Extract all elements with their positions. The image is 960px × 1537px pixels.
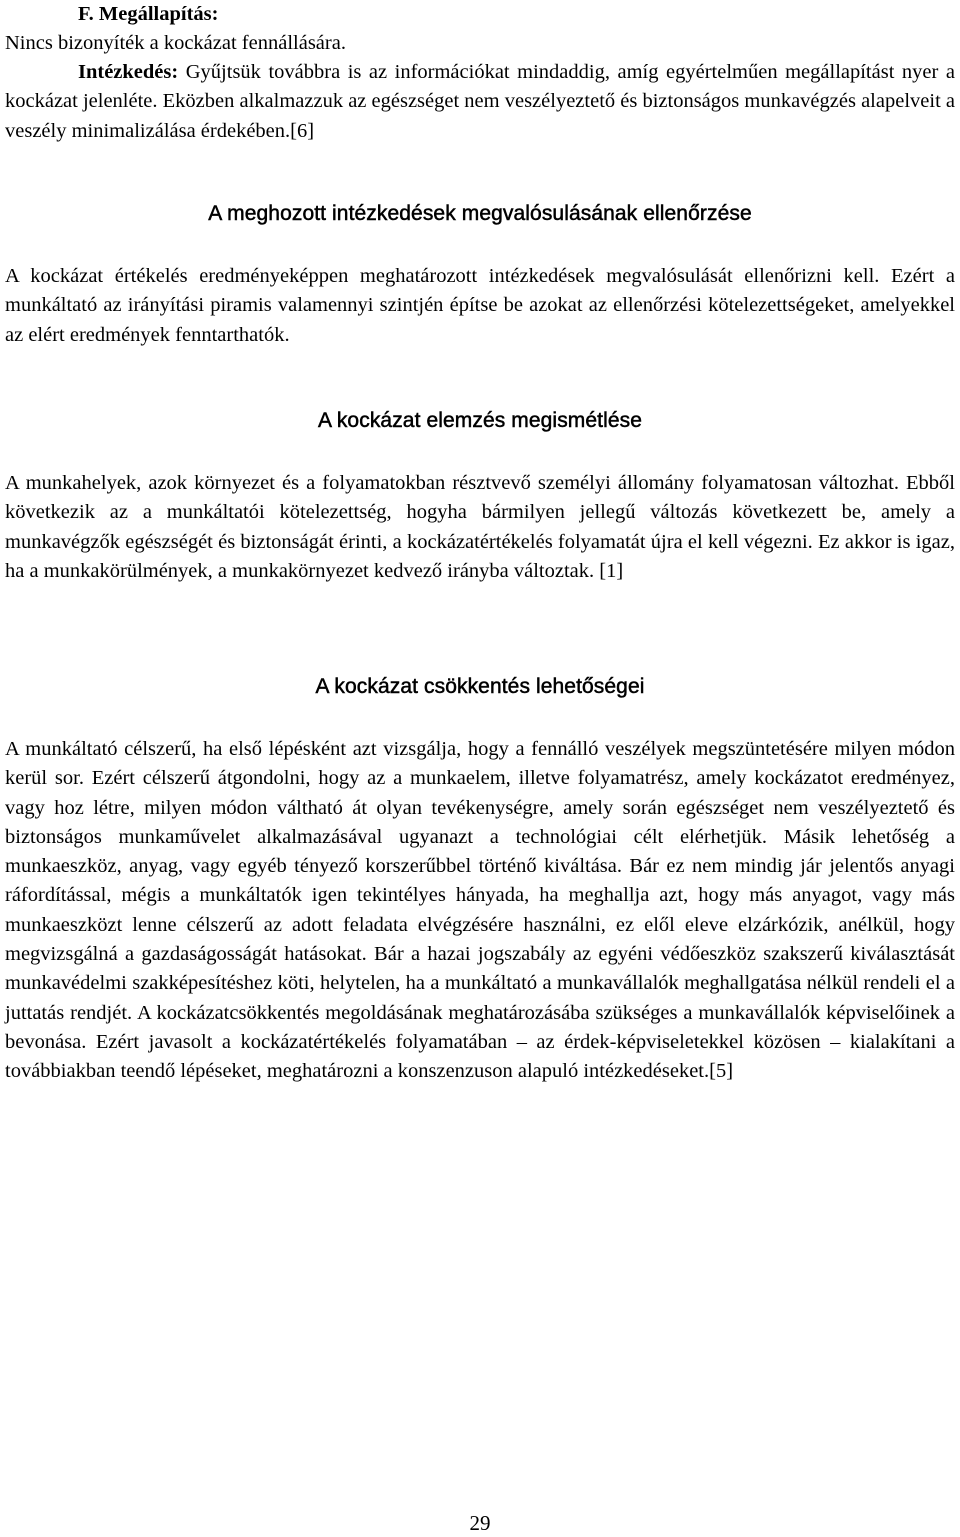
action-text: Gyűjtsük továbbra is az információkat mindaddig, amíg egyértelműen megállapítást nyer a kockázat jelenléte. Eközben alkalmazzuk az egészséget nem veszélyeztető és biztonságos munkavégzés alapelveit a veszély minimalizálása érdekében.[6] [5,61,955,142]
section-heading-reduction: A kockázat csökkentés lehetőségei [315,675,645,698]
section-paragraph-reduction: A munkáltató célszerű, ha első lépésként azt vizsgálja, hogy a fennálló veszélyek megszüntetésére milyen módon kerül sor. Ezért célszerű átgondolni, hogy az a munkaelem, illetve folyamatrész, amely kockázatot eredményez, vagy hoz létre, milyen módon váltható át olyan tevékenységre, amely során egészséget nem veszélyeztető és biztonságos munkaművelet alkalmazásával ugyanazt a technológiai célt elérhetjük. Másik lehetőség a munkaeszköz, anyag, vagy egyéb tényező korszerűbbel történő kiváltása. Bár ez nem mindig jár jelentős anyagi ráfordítással, mégis a munkáltatók igen tekintélyes hányada, ha meghallja azt, hogy más anyagot, vagy más munkaeszközt lenne célszerű az adott feladata elvégzésére használni, ez elől eleve elzárkózik, anélkül, hogy megvizsgálná a gazdaságosságát hatásokat. Bár a hazai jogszabály az egyéni védőeszköz szakszerű kiválasztását munkavédelmi szakképesítéshez köti, helytelen, ha a munkáltató a munkavállalók meghallgatása nélkül rendeli el a juttatás rendjét. A kockázatcsökkentés megoldásának meghatározásába szükséges a munkavállalók képviselőinek a bevonása. Ezért javasolt a kockázatértékelés folyamatában – az érdek-képviseletekkel közösen – kialakítani a továbbiakban teendő lépéseket, meghatározni a konszenzuson alapuló intézkedéseket.[5] [5,738,955,1083]
section-paragraph-repetition: A munkahelyek, azok környezet és a folyamatokban résztvevő személyi állomány folyamatosan változhat. Ebből következik az a munkáltatói kötelezettség, hogyha bármilyen jellegű változás következett be, amely a munkavégzők egészségét és biztonságát érinti, a kockázatértékelés folyamatát újra el kell végezni. Ez akkor is igaz, ha a munkakörülmények, a munkakörnyezet kedvező irányba változtak. [1] [5,472,955,582]
action-label: Intézkedés: [78,61,179,83]
page-number: 29 [469,1511,491,1535]
section-heading-repetition: A kockázat elemzés megismétlése [317,409,643,432]
section-paragraph-verification: A kockázat értékelés eredményeképpen meghatározott intézkedések megvalósulását ellenőrizni kell. Ezért a munkáltató az irányítási piramis valamennyi szintjén építse be azokat az ellenőrzési kötelezettségeket, amelyekkel az elért eredmények fenntarthatók. [5,265,955,346]
finding-statement: Nincs bizonyíték a kockázat fennállására. [5,32,346,54]
finding-action-paragraph [5,58,955,146]
section-heading-verification: A meghozott intézkedések megvalósulásának ellenőrzése [208,202,752,225]
finding-heading: F. Megállapítás: [78,3,219,25]
